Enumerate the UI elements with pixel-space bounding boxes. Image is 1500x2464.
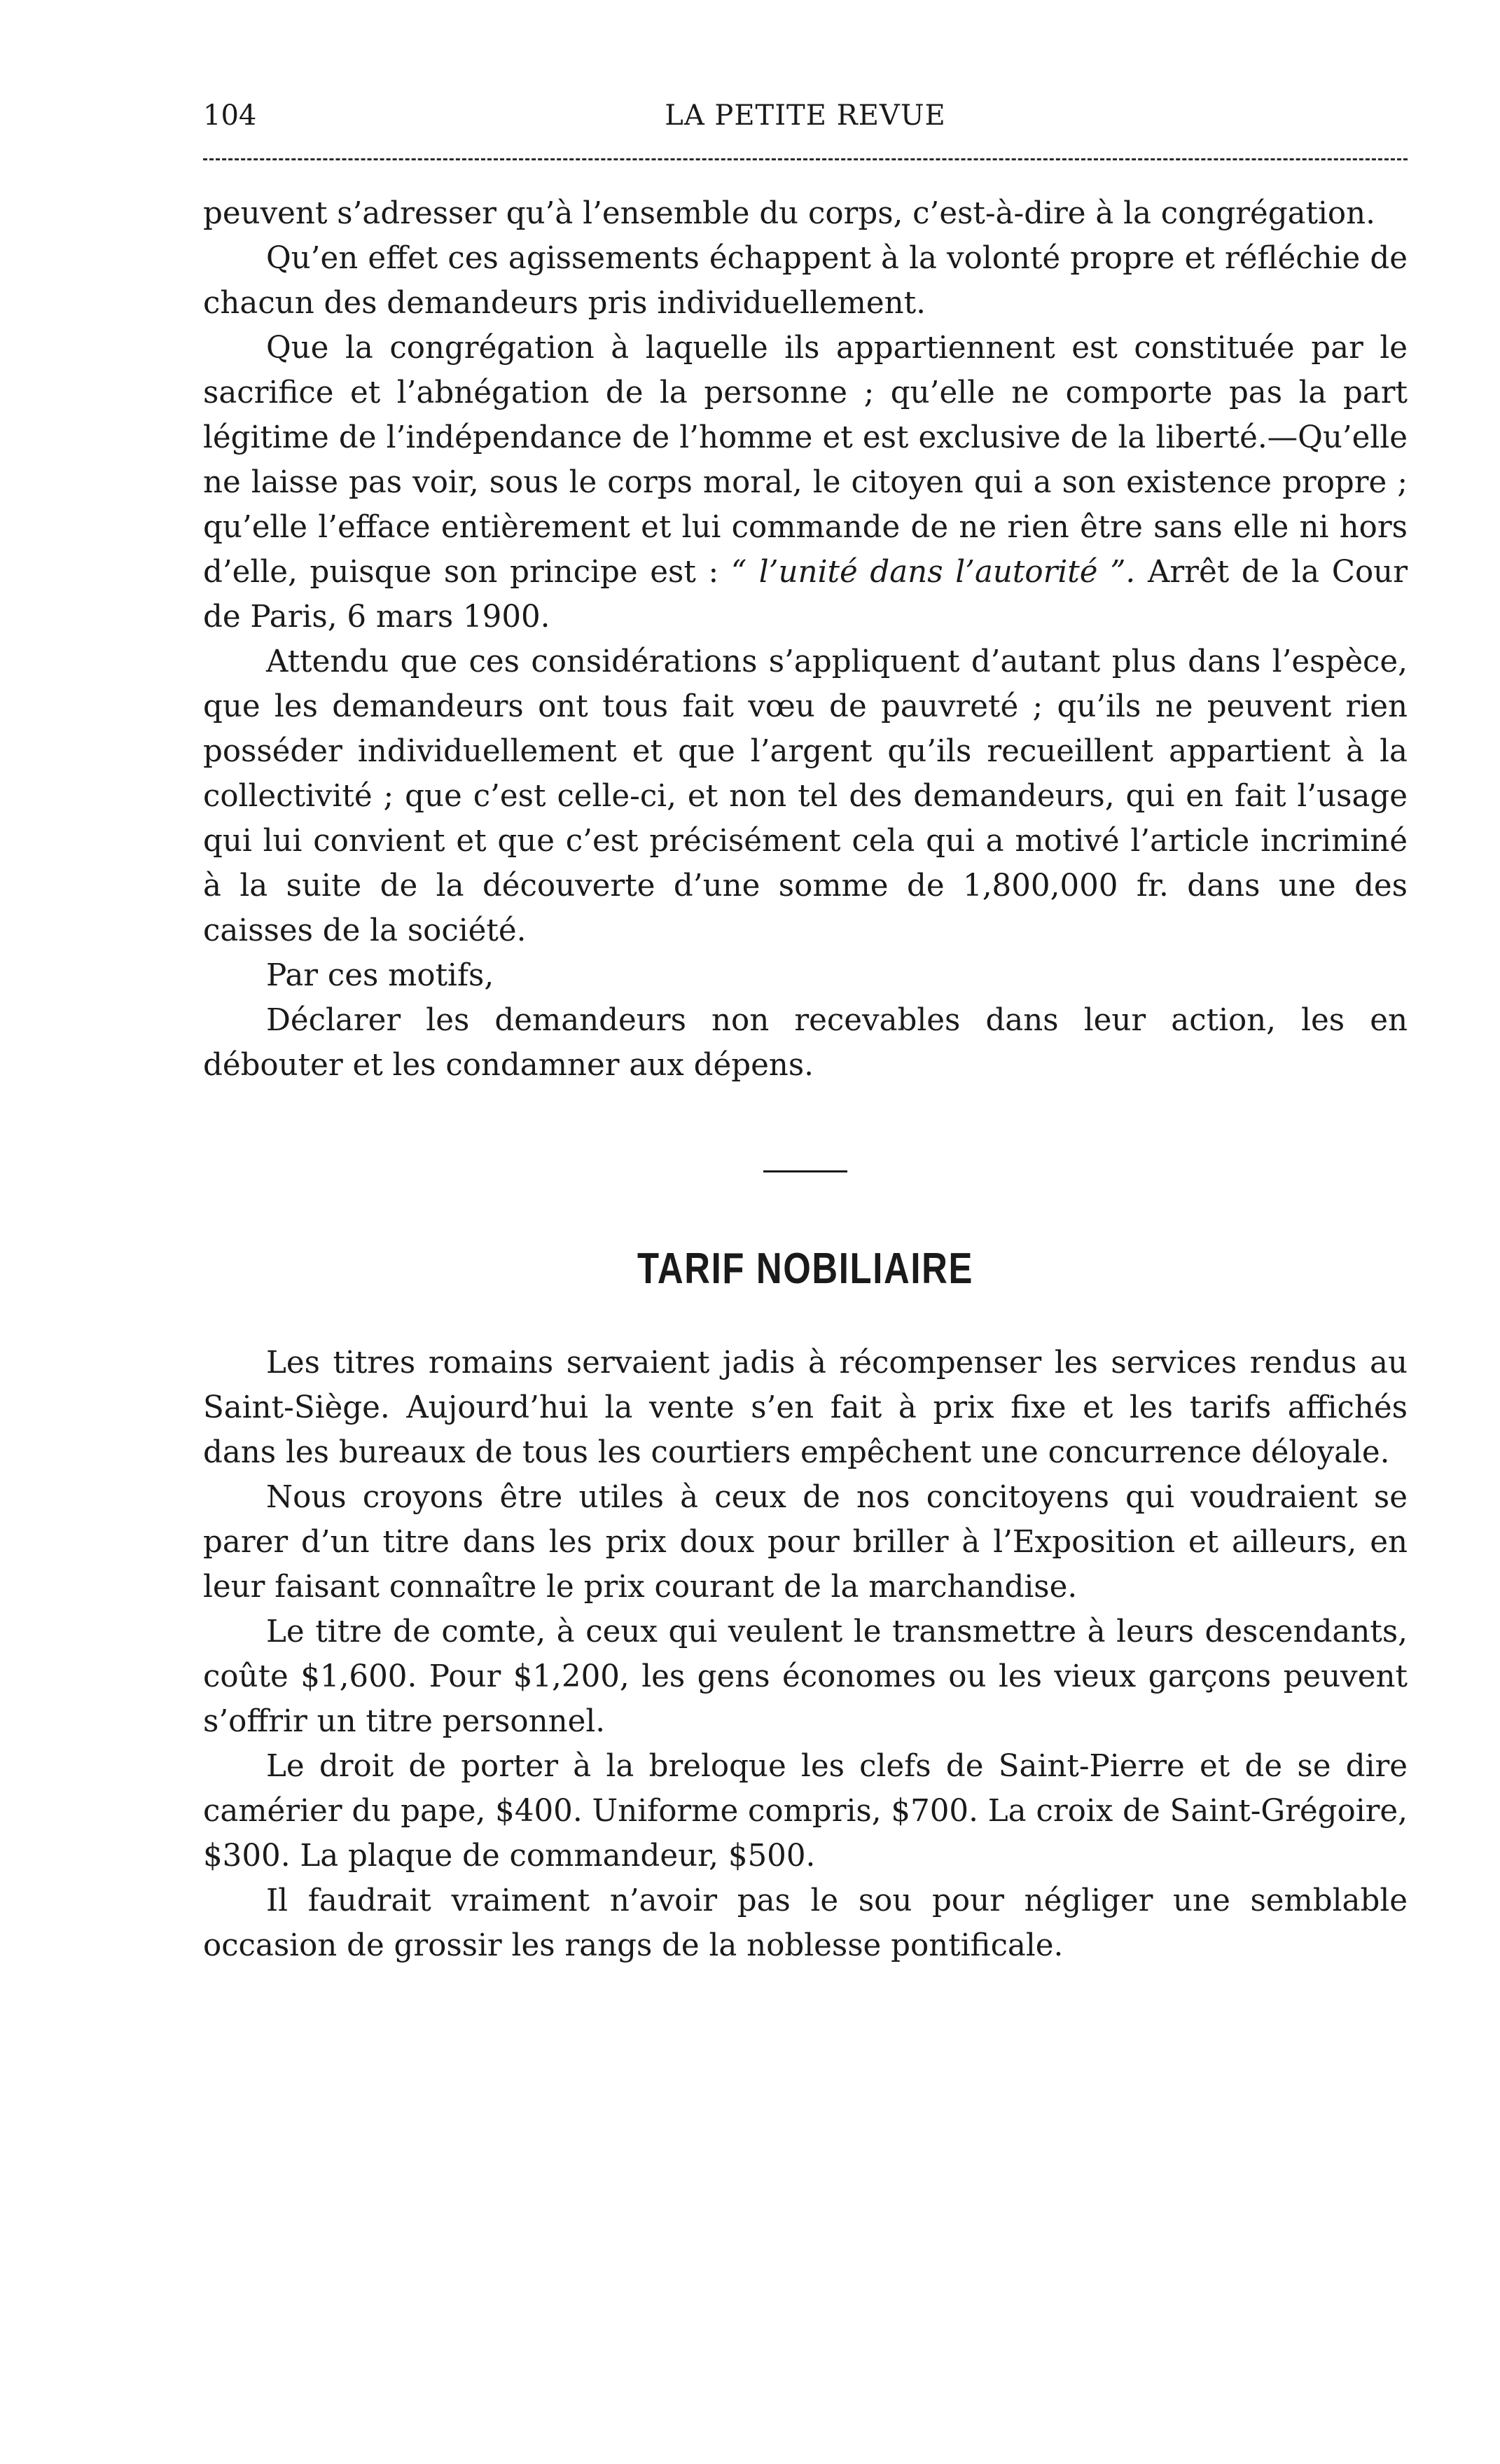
page	[203, 91, 1408, 1968]
italic-quote: “ l’unité dans l’autorité ”.	[730, 555, 1136, 590]
paragraph: peuvent s’adresser qu’à l’ensemble du corps, c’est-à-dire à la congrégation.	[203, 196, 1375, 231]
section-body	[203, 1341, 1408, 1968]
paragraph-text: Que la congrégation à laquelle ils appartiennent est constituée par le sacrifice et l’abnégation de la personne ; qu’elle ne comporte pas la part légitime de l’indépendance de l’homme et est exclusive de la liberté.—Qu’elle ne laisse pas voir, sous le corps moral, le citoyen qui a son existence propre ; qu’elle l’efface entièrement et lui commande de ne rien être sans elle ni hors d’elle, puisque son principe est :	[203, 331, 1408, 590]
paragraph: Les titres romains servaient jadis à récompenser les services rendus au Saint-Siège. Aujourd’hui la vente s’en fait à prix fixe et les tarifs affichés dans les bureaux de tous les courtiers empêchent une concurrence déloyale.	[203, 1345, 1408, 1470]
page-number: 104	[203, 99, 257, 132]
paragraph: Attendu que ces considérations s’appliquent d’autant plus dans l’espèce, que les demandeurs ont tous fait vœu de pauvreté ; qu’ils ne peuvent rien posséder individuellement et que l’argent qu’ils recueillent appartient à la collectivité ; que c’est celle-ci, et non tel des demandeurs, qui en fait l’usage qui lui convient et que c’est précisément cela qui a motivé l’article incriminé à la suite de la découverte d’une somme de 1,800,000 fr. dans une des caisses de la société.	[203, 644, 1408, 948]
court-citation: Arrêt de la Cour de Paris, 6 mars 1900.	[203, 555, 1408, 635]
section-title: TARIF NOBILIAIRE	[637, 1245, 974, 1293]
paragraph: Il faudrait vraiment n’avoir pas le sou pour négliger une semblable occasion de grossir les rangs de la noblesse pontificale.	[203, 1883, 1408, 1963]
section-divider	[763, 1170, 847, 1172]
paragraph: Par ces motifs,	[266, 958, 494, 993]
running-title: LA PETITE REVUE	[665, 99, 946, 132]
header-rule	[203, 158, 1408, 160]
paragraph: Nous croyons être utiles à ceux de nos concitoyens qui voudraient se parer d’un titre dans les prix doux pour briller à l’Exposition et ailleurs, en leur faisant connaître le prix courant de la marchandise.	[203, 1480, 1408, 1605]
paragraph: Déclarer les demandeurs non recevables dans leur action, les en débouter et les condamner aux dépens.	[203, 1003, 1408, 1083]
page-header	[203, 91, 1408, 140]
article-body	[203, 191, 1408, 1088]
paragraph: Le droit de porter à la breloque les clefs de Saint-Pierre et de se dire camérier du pape, $400. Uniforme compris, $700. La croix de Saint-Grégoire, $300. La plaque de commandeur, $500.	[203, 1749, 1408, 1874]
paragraph: Le titre de comte, à ceux qui veulent le transmettre à leurs descendants, coûte $1,600. Pour $1,200, les gens économes ou les vieux garçons peuvent s’offrir un titre personnel.	[203, 1614, 1408, 1739]
paragraph: Qu’en effet ces agissements échappent à la volonté propre et réfléchie de chacun des demandeurs pris individuellement.	[203, 241, 1408, 321]
paragraph	[203, 326, 1408, 639]
